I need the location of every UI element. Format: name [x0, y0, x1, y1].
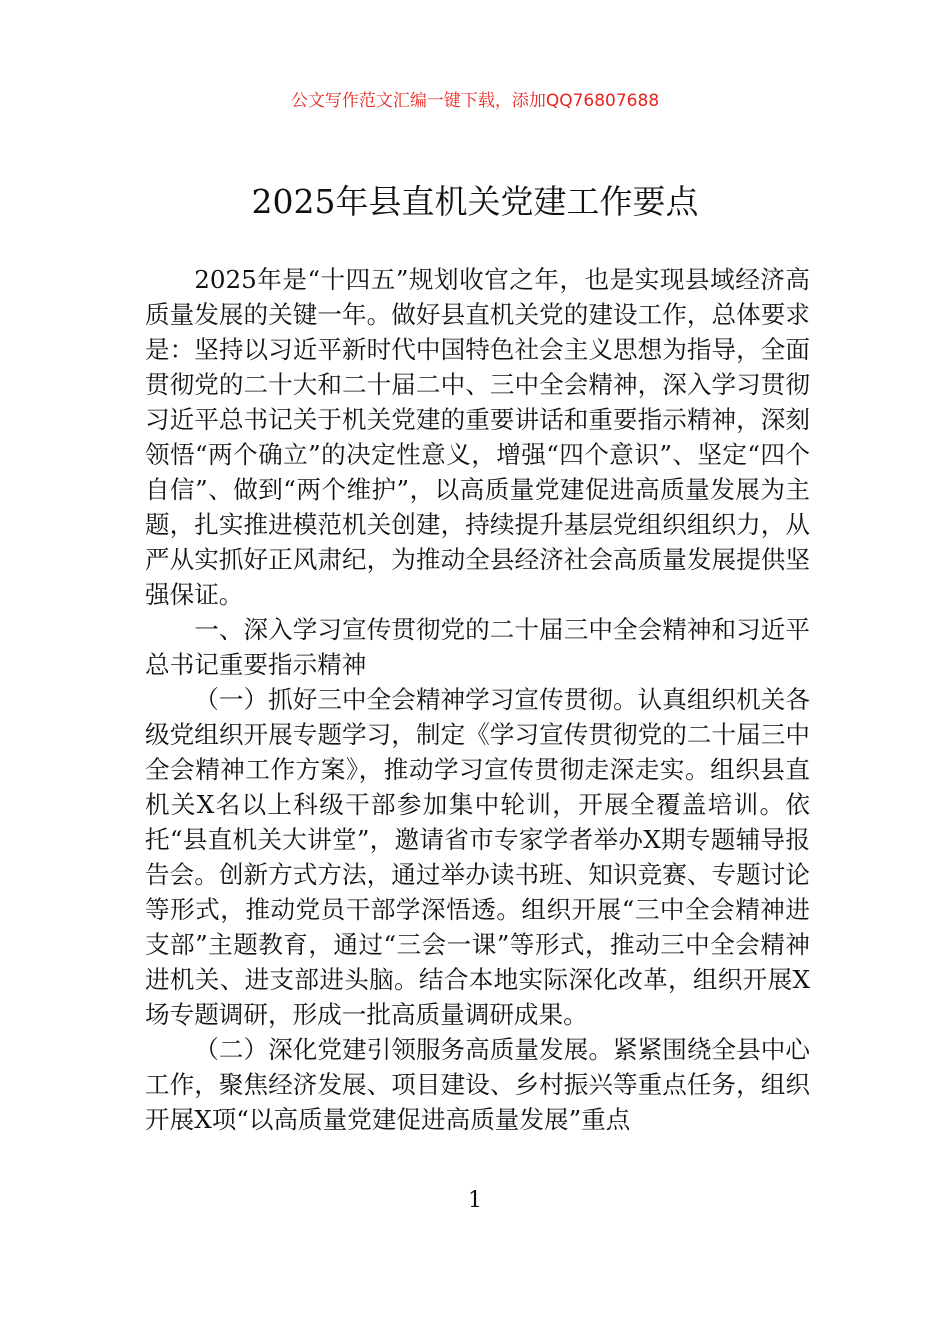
document-title: 2025年县直机关党建工作要点	[251, 182, 699, 221]
page-number: 1	[468, 1188, 482, 1213]
subsection-paragraph-2: （二）深化党建引领服务高质量发展。紧紧围绕全县中心工作，聚焦经济发展、项目建设、乡村振兴等重点任务，组织开展X项“以高质量党建促进高质量发展”重点	[145, 1035, 810, 1134]
subsection-paragraph-1: （一）抓好三中全会精神学习宣传贯彻。认真组织机关各级党组织开展专题学习，制定《学习宣传贯彻党的二十届三中全会精神工作方案》，推动学习宣传贯彻走深走实。组织县直机关X名以上科级干部参加集中轮训，开展全覆盖培训。依托“县直机关大讲堂”，邀请省市专家学者举办X期专题辅导报告会。创新方式方法，通过举办读书班、知识竞赛、专题讨论等形式，推动党员干部学深悟透。组织开展“三中全会精神进支部”主题教育，通过“三会一课”等形式，推动三中全会精神进机关、进支部进头脑。结合本地实际深化改革，组织开展X场专题调研，形成一批高质量调研成果。	[145, 685, 810, 1029]
download-banner: 公文写作范文汇编一键下载，添加QQ76807688	[290, 91, 660, 111]
document-body	[145, 262, 810, 1137]
section-heading-1: 一、深入学习宣传贯彻党的二十届三中全会精神和习近平总书记重要指示精神	[145, 615, 810, 679]
intro-paragraph: 2025年是“十四五”规划收官之年，也是实现县域经济高质量发展的关键一年。做好县直机关党的建设工作，总体要求是：坚持以习近平新时代中国特色社会主义思想为指导，全面贯彻党的二十大和二十届二中、三中全会精神，深入学习贯彻习近平总书记关于机关党建的重要讲话和重要指示精神，深刻领悟“两个确立”的决定性意义，增强“四个意识”、坚定“四个自信”、做到“两个维护”，以高质量党建促进高质量发展为主题，扎实推进模范机关创建，持续提升基层党组织组织力，从严从实抓好正风肃纪，为推动全县经济社会高质量发展提供坚强保证。	[145, 265, 810, 609]
